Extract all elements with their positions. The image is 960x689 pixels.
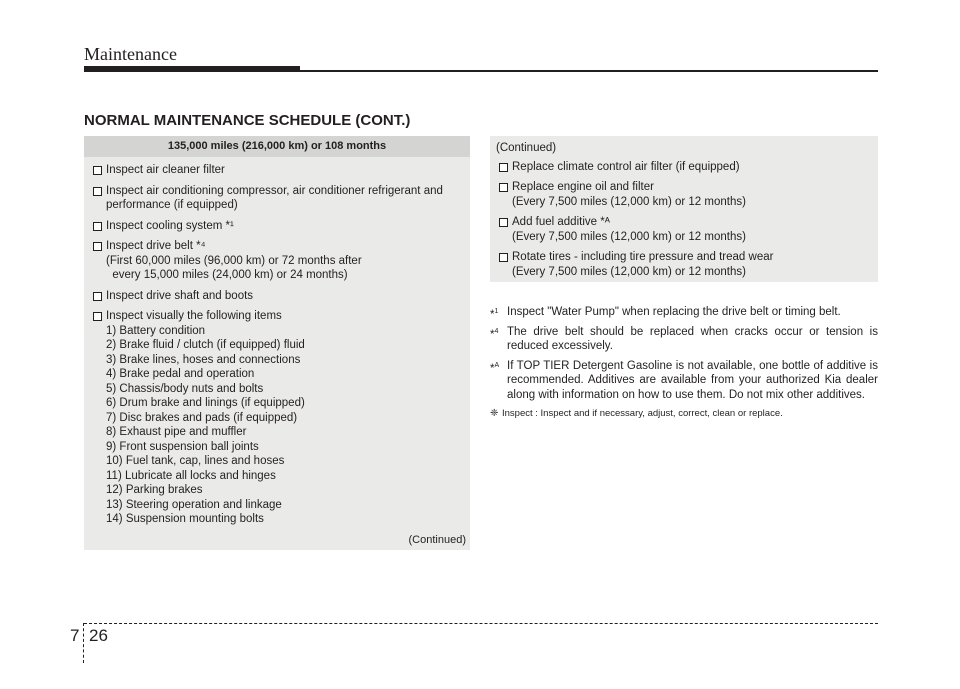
checklist-item: [90, 219, 464, 234]
footnote-star: *: [490, 328, 495, 341]
header-bar-thick: [84, 66, 300, 72]
checkbox-icon: [93, 187, 102, 196]
footnote-sup: 4: [494, 327, 499, 335]
header-rule: [300, 70, 878, 72]
footnote-star: *: [490, 308, 495, 321]
item-text: Inspect visually the following items: [106, 310, 282, 322]
footnote-list: [490, 305, 878, 402]
item-subline: 13) Steering operation and linkage: [106, 498, 282, 511]
checkbox-icon: [93, 222, 102, 231]
item-subline: every 15,000 miles (24,000 km) or 24 months): [106, 269, 348, 281]
footnote-mark: [490, 325, 498, 342]
continued-label-right: (Continued): [496, 142, 557, 154]
item-subline: 1) Battery condition: [106, 324, 206, 337]
item-subline: 5) Chassis/body nuts and bolts: [106, 382, 264, 395]
checklist-item: [90, 239, 464, 283]
checklist-item: [496, 215, 872, 244]
item-text: Replace engine oil and filter: [512, 181, 654, 193]
footnote-text: The drive belt should be replaced when cracks occur or tension is reduced excessively.: [507, 325, 878, 352]
footer-rule: [84, 623, 878, 624]
schedule-panel-left: [84, 136, 470, 550]
item-subline: (Every 7,500 miles (12,000 km) or 12 months): [512, 265, 746, 278]
checklist-item: [90, 289, 464, 304]
item-subline: 12) Parking brakes: [106, 484, 203, 496]
checklist-item: [90, 184, 464, 213]
item-subline: (Every 7,500 miles (12,000 km) or 12 months): [512, 230, 746, 243]
checkbox-icon: [499, 183, 508, 192]
footnote-mark: [490, 359, 499, 376]
footnotes: [490, 305, 878, 422]
item-subline: 14) Suspension mounting bolts: [106, 513, 264, 525]
checkbox-icon: [93, 292, 102, 301]
item-text: Inspect air cleaner filter: [106, 164, 225, 176]
item-subline: 10) Fuel tank, cap, lines and hoses: [106, 455, 285, 467]
checklist-item: [496, 160, 872, 175]
footer-divider: [83, 623, 84, 663]
checklist-item: [496, 180, 872, 209]
item-subline: 7) Disc brakes and pads (if equipped): [106, 411, 298, 424]
checklist-item: [496, 250, 872, 279]
item-text: Replace climate control air filter (if equipped): [512, 160, 740, 173]
item-subline: 9) Front suspension ball joints: [106, 440, 259, 453]
item-text: Add fuel additive *ᴬ: [512, 216, 610, 228]
legend-text: Inspect : Inspect and if necessary, adjust, correct, clean or replace.: [502, 408, 783, 419]
item-subline: 8) Exhaust pipe and muffler: [106, 426, 247, 438]
footnote-sup: A: [494, 361, 500, 369]
checklist-item: [90, 163, 464, 178]
item-text: Inspect air conditioning compressor, air conditioner refrigerant and performance (if equipped): [106, 184, 443, 211]
item-text: Inspect drive belt *⁴: [106, 240, 206, 252]
legend-note: [490, 407, 878, 422]
item-subline: 11) Lubricate all locks and hinges: [106, 469, 276, 482]
checkbox-icon: [93, 242, 102, 251]
item-text: Inspect drive shaft and boots: [106, 289, 254, 302]
item-subline: 2) Brake fluid / clutch (if equipped) fluid: [106, 339, 305, 351]
item-subline: 4) Brake pedal and operation: [106, 368, 255, 380]
checkbox-icon: [93, 312, 102, 321]
footnote-star: *: [490, 362, 495, 375]
checkbox-icon: [499, 253, 508, 262]
footnote: [490, 325, 878, 354]
left-item-list: [84, 157, 470, 527]
page-heading: NORMAL MAINTENANCE SCHEDULE (CONT.): [84, 112, 411, 129]
footnote-sup: 1: [494, 308, 499, 315]
item-subline: 6) Drum brake and linings (if equipped): [106, 397, 305, 409]
checkbox-icon: [499, 163, 508, 172]
interval-title: 135,000 miles (216,000 km) or 108 months: [84, 136, 470, 157]
item-subline: (First 60,000 miles (96,000 km) or 72 months after: [106, 254, 362, 267]
footnote-text: Inspect "Water Pump" when replacing the drive belt or timing belt.: [507, 306, 841, 318]
page-number: 26: [89, 626, 108, 645]
legend-mark: ❈: [490, 408, 499, 419]
footnote: [490, 359, 878, 403]
section-title: Maintenance: [84, 44, 177, 64]
footnote-text: If TOP TIER Detergent Gasoline is not available, one bottle of additive is recommended. Additives are available from your authorized Kia dealer along with information on how to use them. Do not mix other additives.: [507, 359, 878, 401]
checklist-item: [90, 309, 464, 527]
footnote-mark: [490, 305, 498, 322]
checkbox-icon: [93, 166, 102, 175]
right-item-list: [490, 156, 878, 280]
item-text: Inspect cooling system *¹: [106, 219, 234, 232]
item-subline: (Every 7,500 miles (12,000 km) or 12 months): [512, 195, 746, 208]
footnote: [490, 305, 878, 320]
item-text: Rotate tires - including tire pressure and tread wear: [512, 251, 774, 263]
continued-label-left: (Continued): [408, 534, 466, 546]
item-subline: 3) Brake lines, hoses and connections: [106, 353, 301, 366]
schedule-panel-right: [490, 136, 878, 282]
checkbox-icon: [499, 218, 508, 227]
chapter-number: 7: [70, 626, 80, 645]
